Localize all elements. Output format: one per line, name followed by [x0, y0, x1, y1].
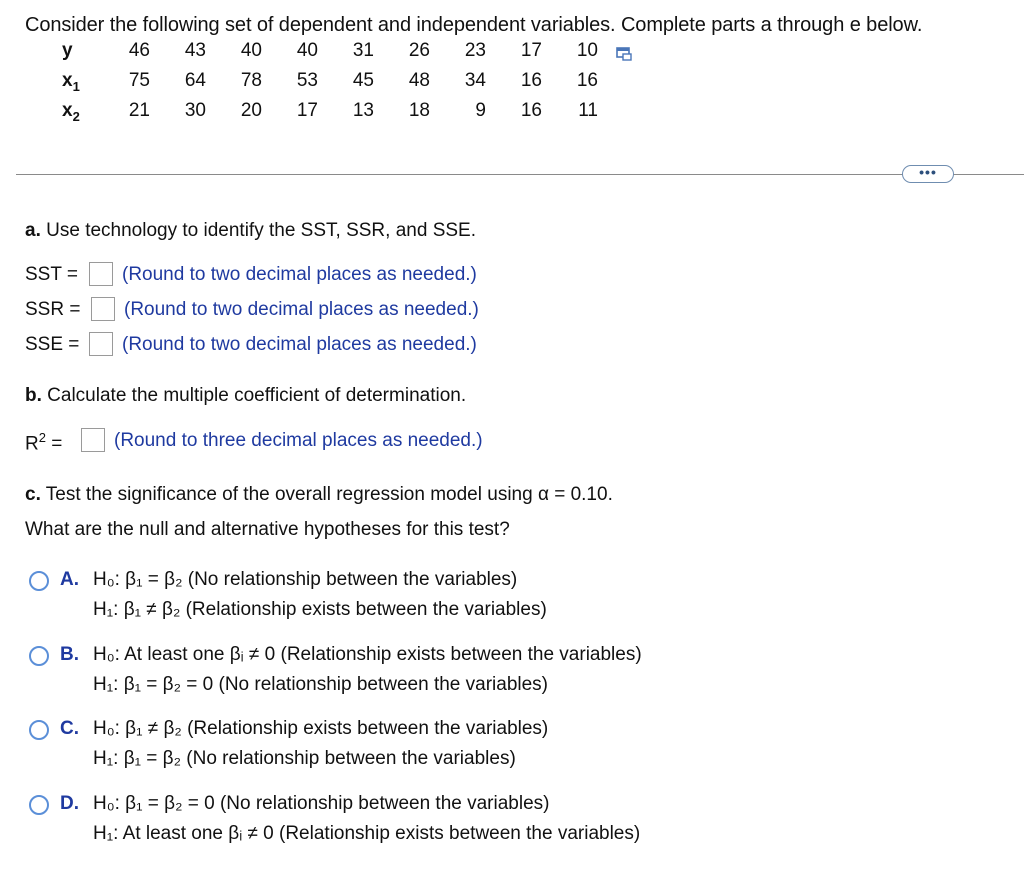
sse-input[interactable] — [89, 332, 113, 356]
radio-button-c[interactable] — [29, 720, 49, 740]
table-cell: 75 — [128, 70, 150, 91]
option-letter: A. — [60, 569, 79, 590]
option-d[interactable] — [25, 793, 725, 853]
table-cell: 20 — [240, 100, 262, 121]
part-b-heading: b. Calculate the multiple coefficient of determination. — [25, 385, 467, 406]
option-alt-hypothesis: H₁: At least one βᵢ ≠ 0 (Relationship exists between the variables) — [93, 823, 641, 844]
table-cell: 9 — [475, 100, 486, 121]
option-alt-hypothesis: H₁: β₁ ≠ β₂ (Relationship exists between the variables) — [93, 599, 547, 620]
part-a-heading: a. Use technology to identify the SST, SSR, and SSE. — [25, 220, 476, 241]
table-cell: 43 — [184, 40, 206, 61]
table-cell: 17 — [296, 100, 318, 121]
table-cell: 30 — [184, 100, 206, 121]
table-cell: 40 — [240, 40, 262, 61]
option-letter: C. — [60, 718, 79, 739]
r-squared-input[interactable] — [81, 428, 105, 452]
ssr-label: SSR = — [25, 299, 81, 320]
part-c-heading: c. Test the significance of the overall regression model using α = 0.10. — [25, 484, 613, 505]
option-c[interactable] — [25, 718, 725, 778]
radio-button-a[interactable] — [29, 571, 49, 591]
table-row-x2 — [0, 100, 700, 126]
option-letter: D. — [60, 793, 79, 814]
table-cell: 26 — [408, 40, 430, 61]
radio-button-d[interactable] — [29, 795, 49, 815]
section-divider — [16, 174, 1024, 175]
table-cell: 17 — [520, 40, 542, 61]
option-b[interactable] — [25, 644, 725, 704]
table-row-y — [0, 40, 700, 66]
sse-label: SSE = — [25, 334, 80, 355]
table-row-x1 — [0, 70, 700, 96]
more-options-button[interactable]: ••• — [902, 165, 954, 183]
radio-button-b[interactable] — [29, 646, 49, 666]
table-cell: 53 — [296, 70, 318, 91]
option-alt-hypothesis: H₁: β₁ = β₂ = 0 (No relationship between the variables) — [93, 674, 548, 695]
table-cell: 23 — [464, 40, 486, 61]
table-cell: 16 — [576, 70, 598, 91]
option-a[interactable] — [25, 569, 725, 629]
table-cell: 45 — [352, 70, 374, 91]
sst-label: SST = — [25, 264, 78, 285]
row-label: $x_2$ — [62, 100, 80, 124]
table-cell: 16 — [520, 70, 542, 91]
data-table — [0, 40, 700, 136]
table-cell: 64 — [184, 70, 206, 91]
part-c-question: What are the null and alternative hypotheses for this test? — [25, 519, 510, 540]
option-null-hypothesis: H₀: β₁ ≠ β₂ (Relationship exists between the variables) — [93, 718, 549, 739]
option-alt-hypothesis: H₁: β₁ = β₂ (No relationship between the variables) — [93, 748, 516, 769]
r-squared-hint: (Round to three decimal places as needed.) — [114, 430, 483, 451]
option-null-hypothesis: H₀: At least one βᵢ ≠ 0 (Relationship exists between the variables) — [93, 644, 642, 665]
table-cell: 13 — [352, 100, 374, 121]
problem-prompt: Consider the following set of dependent and independent variables. Complete parts a through e below. — [25, 14, 923, 36]
table-cell: 40 — [296, 40, 318, 61]
table-cell: 34 — [464, 70, 486, 91]
table-cell: 16 — [520, 100, 542, 121]
table-cell: 11 — [578, 100, 598, 121]
table-cell: 10 — [576, 40, 598, 61]
option-null-hypothesis: H₀: β₁ = β₂ (No relationship between the variables) — [93, 569, 518, 590]
sst-hint: (Round to two decimal places as needed.) — [122, 264, 477, 285]
row-label: y — [62, 40, 73, 61]
option-letter: B. — [60, 644, 79, 665]
sst-input[interactable] — [89, 262, 113, 286]
copy-icon[interactable] — [616, 47, 634, 61]
table-cell: 48 — [408, 70, 430, 91]
table-cell: 46 — [128, 40, 150, 61]
r-squared-label: $R^2$ = — [25, 430, 63, 455]
option-null-hypothesis: H₀: β₁ = β₂ = 0 (No relationship between the variables) — [93, 793, 550, 814]
ssr-hint: (Round to two decimal places as needed.) — [124, 299, 479, 320]
table-cell: 18 — [408, 100, 430, 121]
ssr-input[interactable] — [91, 297, 115, 321]
table-cell: 21 — [128, 100, 150, 121]
table-cell: 31 — [352, 40, 374, 61]
table-cell: 78 — [240, 70, 262, 91]
row-label: $x_1$ — [62, 70, 80, 94]
sse-hint: (Round to two decimal places as needed.) — [122, 334, 477, 355]
